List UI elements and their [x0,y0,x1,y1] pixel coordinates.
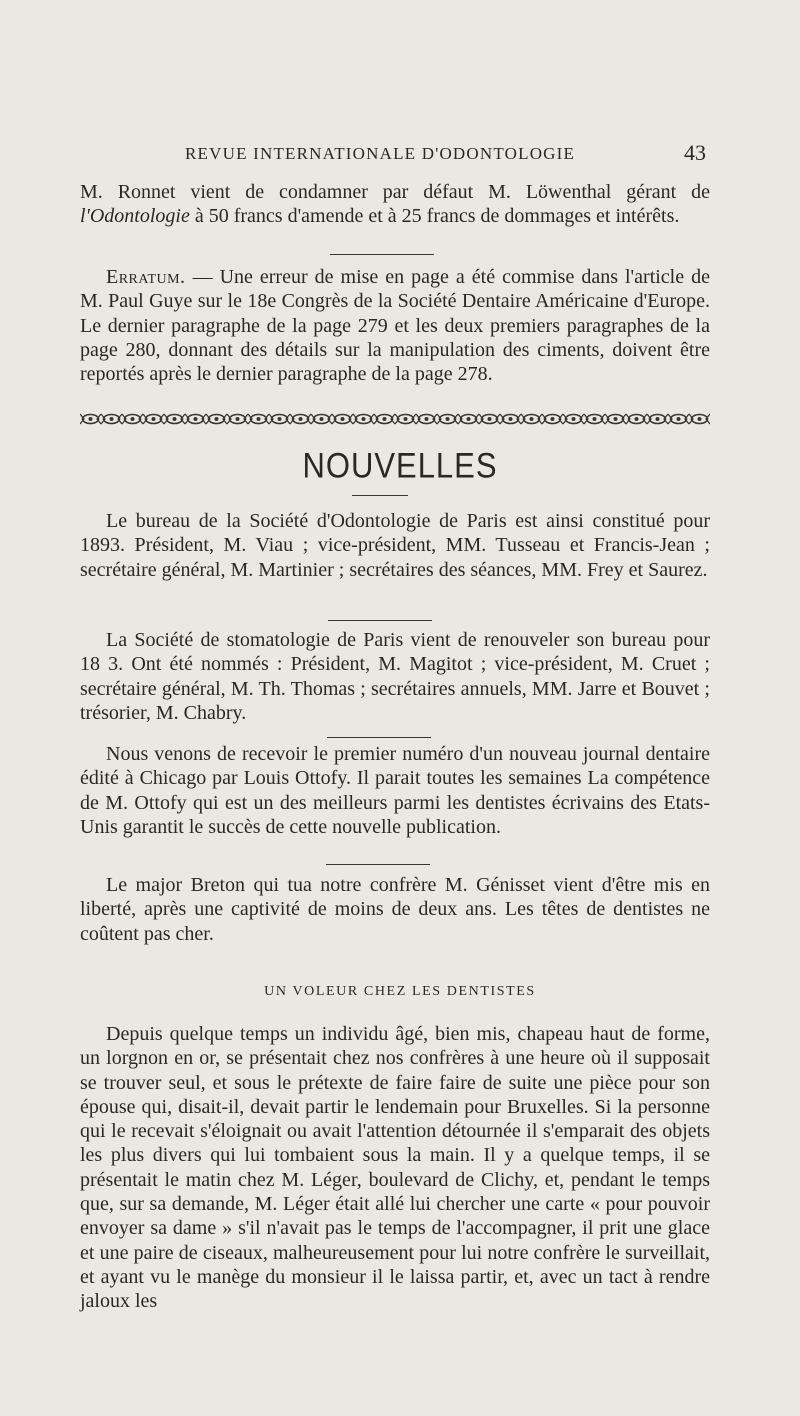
news-item-chicago-journal [80,742,710,839]
news-item-odontologie [80,509,710,582]
ornamental-border [80,411,710,427]
paragraph-new-journal: Nous venons de recevoir le premier numéro d'un nouveau journal dentaire édité à Chicago par Louis Ottofy. Il parait toutes les semaines La compétence de M. Ottofy qui est un des meilleurs parmi les dentistes écrivains des Etats-Unis garantit le succès de cette nouvelle publication. [80,743,710,838]
paragraph-judgment [80,180,710,229]
news-item-stomatologie [80,628,710,725]
separator-rule [328,620,432,621]
top-paragraph [80,180,710,229]
paragraph-societe-odontologie: Le bureau de la Société d'Odontologie de Paris est ainsi constitué pour 1893. Président, M. Viau ; vice-président, MM. Tusseau et Francis-Jean ; secrétaire général, M. Martinier ; secrétaires des séances, MM. Frey et Saurez. [80,510,710,581]
news-item-major-breton [80,873,710,946]
paragraph-societe-stomatologie: La Société de stomatologie de Paris vient de renouveler son bureau pour 18 3. Ont été nommés : Président, M. Magitot ; vice-président, M. Cruet ; secrétaire général, M. Th. Thomas ; secrétaires annuels, MM. Jarre et Bouvet ; trésorier, M. Chabry. [80,629,710,724]
erratum-text: — Une erreur de mise en page a été commise dans l'article de M. Paul Guye sur le 18e Congrès de la Société Dentaire Américaine d'Europe. Le dernier paragraphe de la page 279 et les deux premiers paragraphes de la page 280, donnant des détails sur la manipulation des ciments, doivent être reportés après le dernier paragraphe de la page 278. [80,266,710,386]
separator-rule [330,254,434,255]
journal-name: l'Odontologie [80,205,190,228]
article-subheading: UN VOLEUR CHEZ LES DENTISTES [264,984,536,999]
paragraph-thief-story: Depuis quelque temps un individu âgé, bien mis, chapeau haut de forme, un lorgnon en or, se présentait chez nos confrères à une heure où il supposait se trouver seul, et sous le prétexte de faire faire de suite une pièce pour son épouse qui, disait-il, devait partir le lendemain pour Bruxelles. Si la personne qui le recevait s'éloignait ou avait l'attention détournée il s'emparait des objets les plus divers qui lui tombaient sous la main. Il y a quelque temps, il se présentait le matin chez M. Léger, boulevard de Clichy, et, pendant le temps que, sur sa demande, M. Léger était allé lui chercher une carte « pour pouvoir envoyer sa dame » s'il n'avait pas le temps de l'accompagner, il prit une glace et une paire de ciseaux, malheureusement pour lui notre confrère le surveillait, et ayant vu le manège du monsieur il le laissa partir, et, avec un tact à rendre jaloux les [80,1023,710,1313]
judgment-text-start: M. Ronnet vient de condamner par défaut M. Löwenthal gérant de [80,181,710,203]
title-underline-rule [352,495,408,496]
erratum-label: Erratum. [106,266,186,288]
judgment-text-end: à 50 francs d'amende et à 25 francs de dommages et intérêts. [189,205,680,228]
separator-rule [327,737,431,738]
page-header [0,140,800,170]
paragraph-erratum [80,265,710,386]
paragraph-major-breton: Le major Breton qui tua notre confrère M. Génisset vient d'être mis en liberté, après une captivité de moins de deux ans. Les têtes de dentistes ne coûtent pas cher. [80,874,710,945]
story-block [80,1022,710,1314]
separator-rule [326,864,430,865]
ornament-border-graphic [80,411,710,427]
running-title: REVUE INTERNATIONALE D'ODONTOLOGIE [185,144,576,163]
page-number: 43 [684,140,706,165]
erratum-block [80,265,710,386]
section-title: NOUVELLES [302,445,498,486]
